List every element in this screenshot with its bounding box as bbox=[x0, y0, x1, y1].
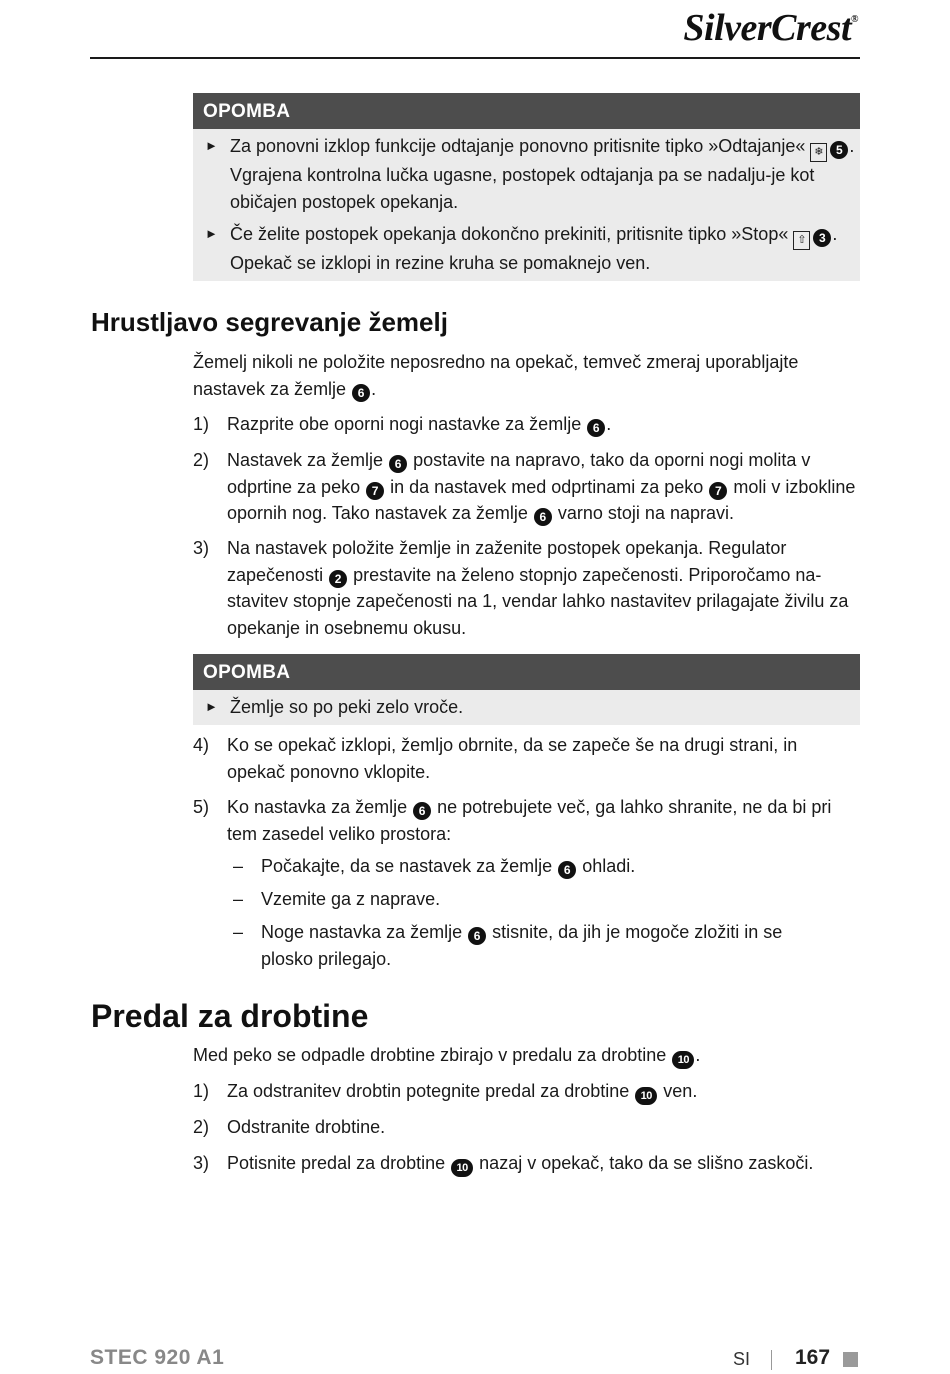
section-heading: Predal za drobtine bbox=[91, 998, 369, 1034]
list-item: 1) Za odstranitev drobtin potegnite predal za drobtine 10 ven. bbox=[193, 1078, 860, 1105]
note-title: OPOMBA bbox=[193, 654, 860, 690]
footer-language: SI bbox=[733, 1349, 751, 1369]
list-item: 5) Ko nastavka za žemlje 6 ne potrebujete več, ga lahko shranite, ne da bi pri tem zasedel veliko prostora: bbox=[193, 797, 832, 844]
ref-number: 5 bbox=[830, 141, 848, 159]
note-title: OPOMBA bbox=[193, 93, 860, 129]
footer-model: STEC 920 A1 bbox=[90, 1346, 225, 1369]
list-item: 4) Ko se opekač izklopi, žemljo obrnite, da se zapeče še na drugi strani, in opekač ponovno vklopite. bbox=[193, 735, 798, 782]
note-box bbox=[193, 654, 860, 725]
bullet-arrow-icon: ► bbox=[205, 138, 218, 153]
note-item: ► Če želite postopek opekanja dokončno prekiniti, pritisnite tipko »Stop« ⇧ 3 . Opekač se izklopi in rezine kruha se pomaknejo ven. bbox=[193, 221, 860, 277]
header-rule bbox=[90, 57, 860, 59]
list-item: 2) Nastavek za žemlje 6 postavite na napravo, tako da oporni nogi molita v odprtine za peko 7 in da nastavek med odprtinami za peko 7 moli v izbokline opornih nog. Tako nastavek za žemlje 6 varno stoji na napravi. bbox=[193, 450, 856, 524]
sub-list-item: – Vzemite ga z naprave. bbox=[233, 889, 441, 909]
list-item: 1) Razprite obe oporni nogi nastavke za žemlje 6 . bbox=[193, 414, 612, 435]
page-marker-square-icon bbox=[843, 1352, 858, 1367]
defrost-icon: ❄ bbox=[810, 143, 827, 162]
list-item: 2) Odstranite drobtine. bbox=[193, 1117, 386, 1137]
ref-number: 3 bbox=[813, 229, 831, 247]
list-item: 3) Potisnite predal za drobtine 10 nazaj v opekač, tako da se slišno zaskoči. bbox=[193, 1150, 860, 1177]
list-item: 3) Na nastavek položite žemlje in zaženite postopek opekanja. Regulator zapečenosti 2 prestavite na želeno stopnjo zapečenosti. Priporočamo na-stavitev stopnje zapečenosti na 1, vendar lahko nastavitev prilagajate živilu za opekanje in osebnemu okusu. bbox=[193, 538, 849, 638]
bullet-arrow-icon: ► bbox=[205, 699, 218, 714]
paragraph: Žemelj nikoli ne položite neposredno na opekač, temveč zmeraj uporabljajte nastavek za žemlje 6 . bbox=[193, 352, 799, 400]
footer-separator bbox=[771, 1350, 772, 1370]
note-box bbox=[193, 93, 860, 281]
stop-eject-icon: ⇧ bbox=[793, 231, 810, 250]
sub-list-item: – Noge nastavka za žemlje 6 stisnite, da jih je mogoče zložiti in se plosko prilegajo. bbox=[233, 922, 783, 969]
bullet-arrow-icon: ► bbox=[205, 226, 218, 241]
sub-list-item: – Počakajte, da se nastavek za žemlje 6 ohladi. bbox=[233, 856, 636, 877]
brand-logo: SilverCrest® bbox=[683, 7, 858, 49]
paragraph: Med peko se odpadle drobtine zbirajo v predalu za drobtine 10 . bbox=[193, 1042, 858, 1069]
page-number: 167 bbox=[795, 1346, 831, 1369]
section-heading: Hrustljavo segrevanje žemelj bbox=[91, 307, 448, 337]
note-item: ► Žemlje so po peki zelo vroče. bbox=[193, 694, 860, 721]
note-item: ► Za ponovni izklop funkcije odtajanje ponovno pritisnite tipko »Odtajanje« ❄ 5 . Vgrajena kontrolna lučka ugasne, postopek odtajanja pa se nadalju-je kot običajen postopek opekanja. bbox=[193, 133, 860, 215]
